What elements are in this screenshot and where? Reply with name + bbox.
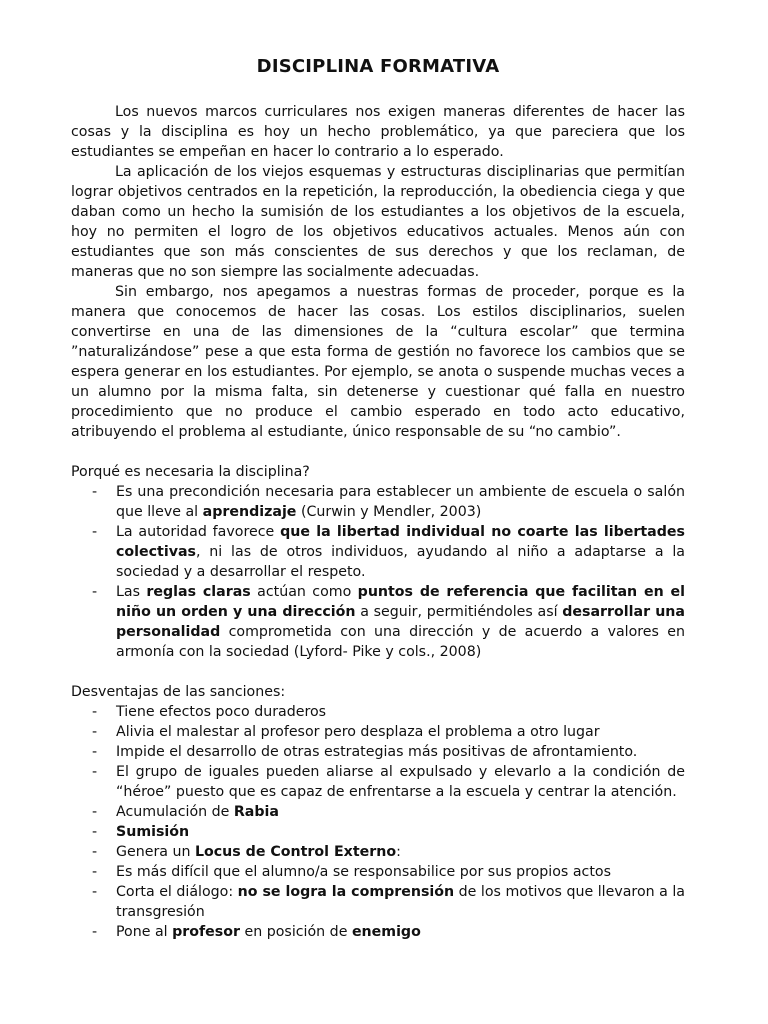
- list-item: [71, 722, 685, 742]
- list-item: [71, 742, 685, 762]
- text-segment: de los motivos que llevaron a la transgresión: [116, 884, 685, 920]
- text-segment: a seguir, permitiéndoles así: [355, 604, 563, 620]
- list-item: [71, 822, 685, 842]
- document-title: DISCIPLINA FORMATIVA: [256, 56, 500, 77]
- list-item: [71, 802, 685, 822]
- section-heading-desventajas: Desventajas de las sanciones:: [71, 684, 286, 700]
- text-segment: Es más difícil que el alumno/a se responsabilice por sus propios actos: [116, 864, 611, 880]
- list-item: [71, 582, 685, 662]
- list-item: [71, 842, 685, 862]
- bold-text: Rabia: [233, 804, 279, 820]
- bold-text: enemigo: [351, 924, 421, 940]
- list-item: [71, 702, 685, 722]
- text-segment: El grupo de iguales pueden aliarse al expulsado y elevarlo a la condición de “héroe” puesto que es capaz de enfrentarse a la escuela y centrar la atención.: [116, 764, 685, 800]
- disciplina-list: [71, 482, 685, 662]
- paragraph-2: La aplicación de los viejos esquemas y estructuras disciplinarias que permitían lograr objetivos centrados en la repetición, la reproducción, la obediencia ciega y que daban como un hecho la sumisión de los estudiantes a los objetivos de la escuela, hoy no permiten el logro de los objetivos educativos actuales. Menos aún con estudiantes que son más conscientes de sus derechos y que los reclaman, de maneras que no son siempre las socialmente adecuadas.: [71, 164, 685, 280]
- section-heading-disciplina: Porqué es necesaria la disciplina?: [71, 464, 310, 480]
- bold-text: Sumisión: [116, 824, 190, 840]
- bold-text: reglas claras: [146, 584, 251, 600]
- desventajas-list: [71, 702, 685, 942]
- text-segment: Pone al: [116, 924, 173, 940]
- text-segment: , ni las de otros individuos, ayudando al niño a adaptarse a la sociedad y a desarrollar el respeto.: [116, 544, 685, 580]
- text-segment: Las: [116, 584, 147, 600]
- text-segment: Alivia el malestar al profesor pero desplaza el problema a otro lugar: [116, 724, 600, 740]
- text-segment: actúan como: [250, 584, 358, 600]
- list-item: [71, 482, 685, 522]
- bold-text: aprendizaje: [202, 504, 297, 520]
- bold-text: desarrollar una personalidad: [116, 604, 685, 640]
- list-item: [71, 522, 685, 582]
- list-item: [71, 762, 685, 802]
- text-segment: Impide el desarrollo de otras estrategias más positivas de afrontamiento.: [116, 744, 638, 760]
- bold-text: no se logra la comprensión: [237, 884, 455, 900]
- text-segment: :: [396, 844, 401, 860]
- document-body: [71, 52, 685, 942]
- list-item: [71, 882, 685, 922]
- text-segment: Genera un: [116, 844, 195, 860]
- text-segment: La autoridad favorece: [116, 524, 281, 540]
- bold-text: puntos de referencia que facilitan en el niño un orden y una dirección: [116, 584, 686, 620]
- text-segment: (Curwin y Mendler, 2003): [296, 504, 482, 520]
- text-segment: comprometida con una dirección y de acuerdo a valores en armonía con la sociedad (Lyford- Pike y cols., 2008): [116, 624, 685, 660]
- bold-text: que la libertad individual no coarte las libertades colectivas: [116, 524, 685, 560]
- text-segment: Acumulación de: [116, 804, 234, 820]
- bold-text: profesor: [172, 924, 240, 940]
- list-item: [71, 922, 685, 942]
- text-segment: Tiene efectos poco duraderos: [116, 704, 327, 720]
- paragraph-1: Los nuevos marcos curriculares nos exigen maneras diferentes de hacer las cosas y la disciplina es hoy un hecho problemático, ya que pareciera que los estudiantes se empeñan en hacer lo contrario a lo esperado.: [71, 104, 685, 160]
- text-segment: en posición de: [240, 924, 352, 940]
- text-segment: Es una precondición necesaria para establecer un ambiente de escuela o salón que lleve al: [116, 484, 685, 520]
- text-segment: Corta el diálogo:: [116, 884, 238, 900]
- bold-text: Locus de Control Externo: [194, 844, 397, 860]
- paragraph-3: Sin embargo, nos apegamos a nuestras formas de proceder, porque es la manera que conocemos de hacer las cosas. Los estilos disciplinarios, suelen convertirse en una de las dimensiones de la “cultura escolar” que termina ”naturalizándose” pese a que esta forma de gestión no favorece los cambios que se espera generar en los estudiantes. Por ejemplo, se anota o suspende muchas veces a un alumno por la misma falta, sin detenerse y cuestionar qué falla en nuestro procedimiento que no produce el cambio esperado en todo acto educativo, atribuyendo el problema al estudiante, único responsable de su “no cambio”.: [71, 284, 685, 440]
- list-item: [71, 862, 685, 882]
